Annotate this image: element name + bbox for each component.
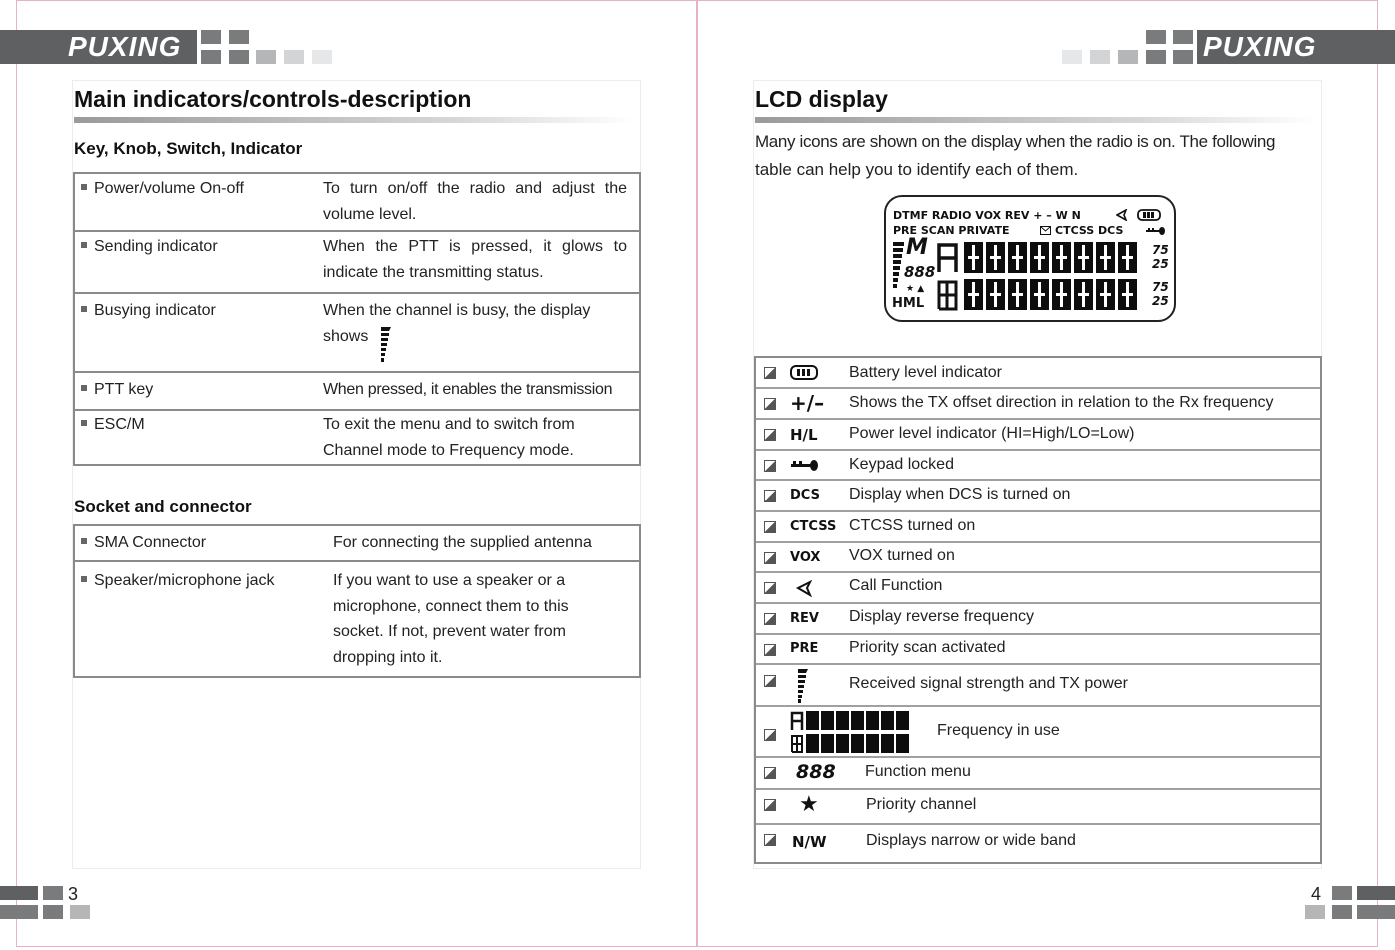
signal-strength-icon (379, 325, 393, 365)
title-rule (74, 117, 634, 123)
checkbox-icon (764, 460, 776, 472)
function-digits-icon: 888 (796, 761, 836, 783)
rev-icon: REV (790, 611, 819, 626)
checkbox-icon (764, 675, 776, 687)
intro-line: table can help you to identify each of them. (755, 160, 1079, 179)
lcd-channel-a-icon (936, 242, 960, 274)
row-label: PTT key (94, 381, 154, 398)
icon-desc: Shows the TX offset direction in relation to the Rx frequency (849, 394, 1274, 411)
lcd-mode-letter: M (906, 235, 928, 260)
checkbox-icon (764, 490, 776, 502)
row-label: Power/volume On-off (94, 180, 244, 197)
icon-desc: Call Function (849, 577, 943, 594)
icon-row-nw (756, 825, 1320, 862)
right-brand-logo: PUXING (1203, 31, 1317, 62)
lcd-illustration (884, 195, 1176, 322)
socket-table (73, 524, 641, 678)
call-icon (1116, 209, 1130, 221)
table-row (74, 410, 640, 465)
row-desc-line: If you want to use a speaker or a (333, 572, 566, 589)
page-number-left: 3 (68, 884, 79, 904)
checkbox-icon (764, 398, 776, 410)
icon-row-call (756, 573, 1320, 604)
checkbox-icon (764, 799, 776, 811)
section-title-keys: Key, Knob, Switch, Indicator (74, 139, 303, 158)
power-level-icon: H/L (790, 426, 818, 444)
lcd-hi-2: 75 (1152, 280, 1169, 294)
page-title: Main indicators/controls-description (74, 86, 472, 112)
icon-row-offset (756, 389, 1320, 420)
page-number-right: 4 (1311, 884, 1322, 904)
icon-row-ctcss (756, 512, 1320, 543)
lcd-row2: PRE SCAN PRIVATE (893, 224, 1010, 237)
icon-row-dcs (756, 481, 1320, 512)
row-label: Busying indicator (94, 302, 216, 319)
row-desc-line: indicate the transmitting status. (323, 263, 544, 281)
battery-icon (790, 364, 820, 382)
icon-desc: Display reverse frequency (849, 608, 1034, 625)
icon-desc: VOX turned on (849, 547, 955, 564)
lcd-digits: 888 (904, 263, 936, 281)
icon-row-pre (756, 635, 1320, 665)
dcs-icon: DCS (790, 488, 820, 503)
row-desc-line: Channel mode to Frequency mode. (323, 441, 574, 459)
left-brand-logo: PUXING (68, 31, 182, 62)
ctcss-icon: CTCSS (790, 519, 837, 534)
row-desc-line: To turn on/off the radio and adjust the (323, 180, 627, 197)
row-desc-line: When the channel is busy, the display (323, 302, 591, 319)
checkbox-icon (764, 767, 776, 779)
checkbox-icon (764, 729, 776, 741)
frequency-icon (790, 711, 920, 754)
table-row (74, 173, 640, 231)
row-desc-line: When the PTT is pressed, it glows to (323, 238, 627, 255)
checkbox-icon (764, 613, 776, 625)
lcd-hml: HML (892, 296, 925, 311)
icon-row-function (756, 758, 1320, 790)
intro-line: Many icons are shown on the display when the radio is on. The following (755, 132, 1276, 151)
checkbox-icon (764, 582, 776, 594)
vox-icon: VOX (790, 550, 821, 565)
section-title-socket: Socket and connector (74, 497, 252, 516)
icon-row-star (756, 790, 1320, 825)
icon-desc: Keypad locked (849, 456, 954, 473)
battery-icon (1137, 208, 1163, 222)
row-desc-line: microphone, connect them to this (333, 597, 569, 615)
lcd-channel-b-icon (936, 279, 960, 311)
icon-desc: Priority channel (866, 796, 977, 813)
row-desc-line: dropping into it. (333, 648, 443, 666)
icon-row-lock (756, 451, 1320, 481)
row-desc-line: socket. If not, prevent water from (333, 623, 566, 640)
star-icon: ★ (799, 792, 819, 817)
table-row (74, 231, 640, 293)
icon-row-vox (756, 543, 1320, 573)
private-mail-icon (1040, 226, 1052, 236)
icon-desc: CTCSS turned on (849, 517, 976, 534)
plus-minus-icon: +/– (790, 391, 825, 415)
checkbox-icon (764, 552, 776, 564)
lcd-row2b: CTCSS DCS (1055, 224, 1124, 237)
icon-table (754, 356, 1322, 864)
icon-row-rev (756, 604, 1320, 635)
table-row (74, 372, 640, 410)
icon-desc: Received signal strength and TX power (849, 675, 1128, 692)
icon-desc: Display when DCS is turned on (849, 486, 1071, 503)
icon-desc: Power level indicator (HI=High/LO=Low) (849, 425, 1135, 442)
row-desc-line: When pressed, it enables the transmission (323, 381, 613, 398)
checkbox-icon (764, 429, 776, 441)
lcd-star: ★ ▲ (906, 284, 925, 294)
lcd-title: LCD display (755, 86, 888, 112)
row-label: Speaker/microphone jack (94, 572, 275, 589)
icon-desc: Battery level indicator (849, 364, 1002, 381)
table-row (74, 293, 640, 372)
icon-desc: Priority scan activated (849, 639, 1006, 656)
keys-table (73, 172, 641, 466)
lcd-row1: DTMF RADIO VOX REV + – W N (893, 209, 1081, 222)
icon-row-battery (756, 358, 1320, 389)
pre-icon: PRE (790, 641, 819, 656)
row-desc-line: To exit the menu and to switch from (323, 416, 575, 433)
icon-desc: Frequency in use (937, 722, 1060, 739)
row-label: SMA Connector (94, 534, 207, 551)
table-row (74, 561, 640, 677)
key-lock-icon (790, 459, 820, 473)
narrow-wide-icon: N/W (792, 833, 827, 851)
icon-row-power (756, 420, 1320, 451)
key-lock-icon (1145, 226, 1167, 236)
signal-strength-icon (796, 668, 810, 704)
icon-desc: Function menu (865, 763, 971, 780)
checkbox-icon (764, 644, 776, 656)
row-desc-line: shows (323, 327, 369, 345)
row-label: ESC/M (94, 416, 145, 433)
lcd-lo-1: 25 (1152, 257, 1169, 271)
checkbox-icon (764, 521, 776, 533)
row-desc-line: For connecting the supplied antenna (333, 534, 592, 551)
lcd-hi-1: 75 (1152, 243, 1169, 257)
icon-row-signal (756, 665, 1320, 707)
checkbox-icon (764, 367, 776, 379)
intro-text (755, 128, 1325, 184)
icon-desc: Displays narrow or wide band (866, 832, 1076, 849)
row-desc-line: volume level. (323, 205, 417, 223)
call-icon (796, 580, 816, 598)
table-row (74, 525, 640, 561)
lcd-lo-2: 25 (1152, 294, 1169, 308)
icon-row-frequency (756, 707, 1320, 758)
row-label: Sending indicator (94, 238, 218, 255)
checkbox-icon (764, 834, 776, 846)
lcd-title-rule (755, 117, 1315, 123)
